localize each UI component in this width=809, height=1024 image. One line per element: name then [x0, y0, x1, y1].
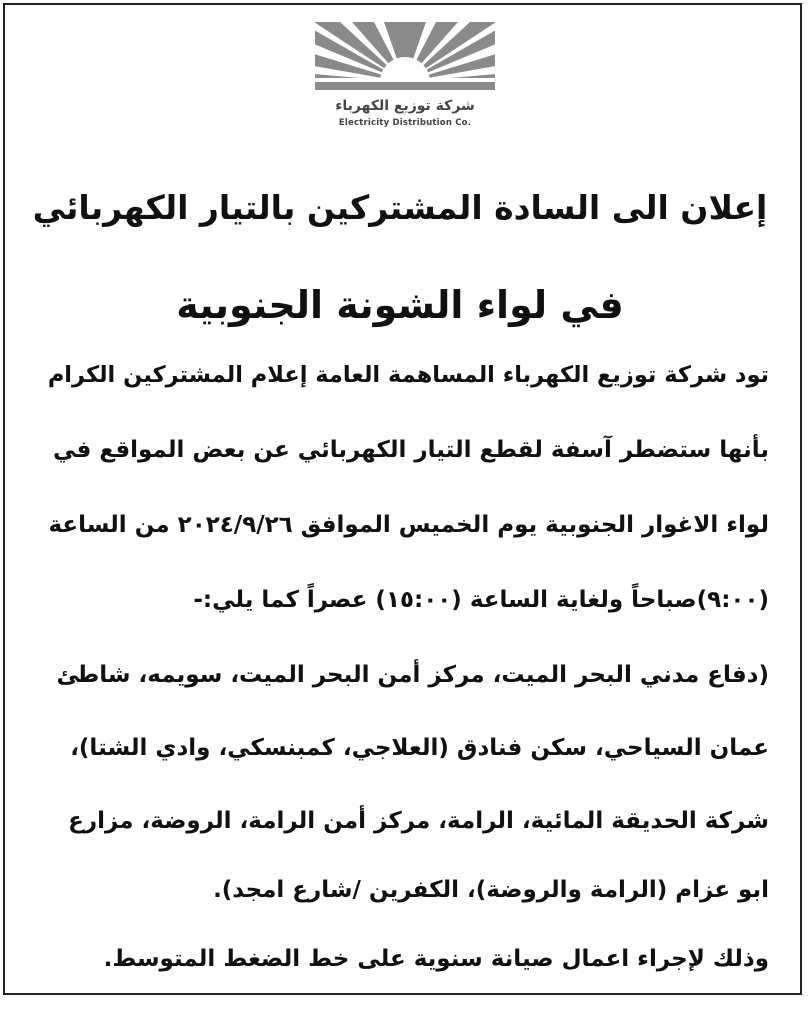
logo-arabic-name: شركة توزيع الكهرباء: [335, 98, 475, 114]
body-line: تود شركة توزيع الكهرباء المساهمة العامة إعلام المشتركين الكرام: [47, 362, 769, 388]
body-line: بأنها ستضطر آسفة لقطع التيار الكهربائي عن بعض المواقع في: [53, 437, 769, 463]
sun-rays-icon: [310, 20, 500, 100]
announcement-title: إعلان الى السادة المشتركين بالتيار الكهربائي: [32, 188, 768, 227]
body-line: شركة الحديقة المائية، الرامة، مركز أمن الرامة، الروضة، مزارع: [68, 808, 769, 834]
body-line: وذلك لإجراء اعمال صيانة سنوية على خط الضغط المتوسط.: [103, 946, 769, 972]
company-logo: [310, 20, 500, 130]
body-line: (دفاع مدني البحر الميت، مركز أمن البحر الميت، سويمه، شاطئ: [56, 662, 769, 688]
body-line: عمان السياحي، سكن فنادق (العلاجي، كمبنسكي، وادي الشتا)،: [70, 735, 769, 761]
announcement-frame: [3, 3, 802, 995]
body-line: لواء الاغوار الجنوبية يوم الخميس الموافق ٢٠٢٤/٩/٢٦ من الساعة: [48, 512, 769, 538]
body-line: ابو عزام (الرامة والروضة)، الكفرين /شارع امجد).: [213, 877, 769, 903]
logo-english-name: Electricity Distribution Co.: [338, 118, 472, 128]
announcement-subtitle: في لواء الشونة الجنوبية: [176, 283, 624, 327]
body-line: (٩:٠٠)صباحاً ولغاية الساعة (١٥:٠٠) عصراً كما يلي:-: [193, 587, 769, 613]
